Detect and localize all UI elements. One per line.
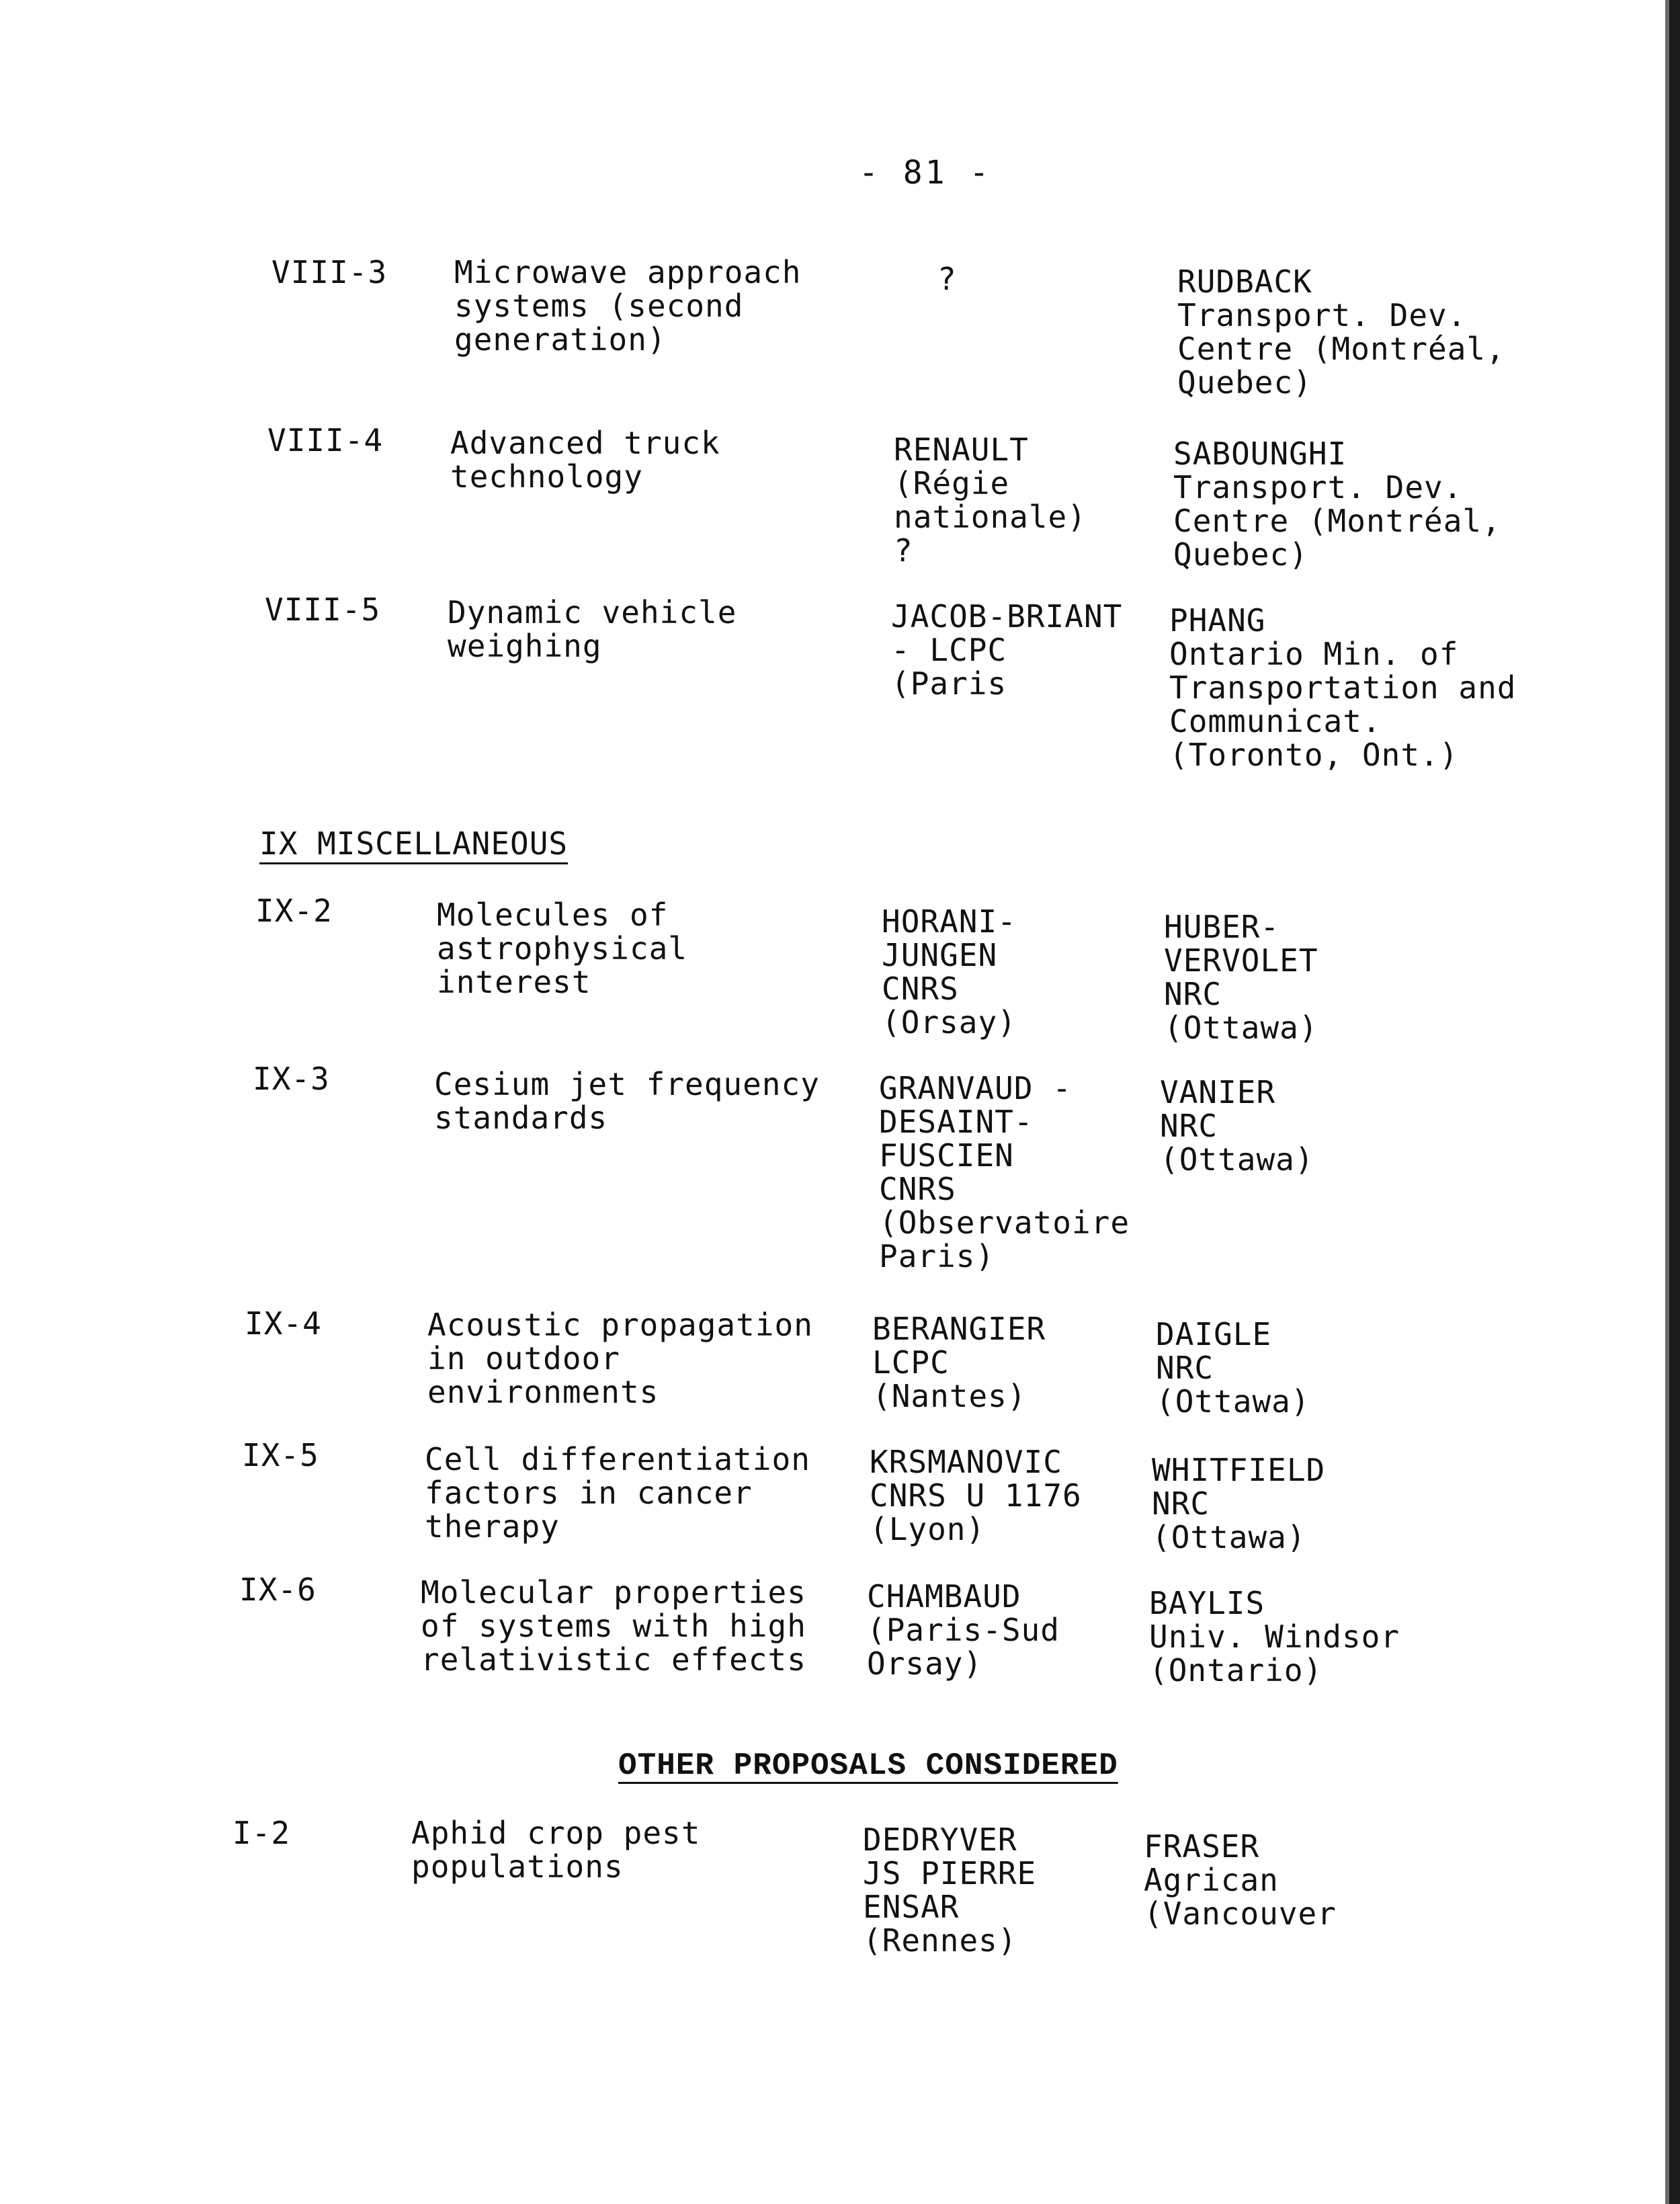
section-heading-other: OTHER PROPOSALS CONSIDERED (618, 1748, 1118, 1783)
row-french-partner: CHAMBAUD (Paris-Sud Orsay) (867, 1578, 1060, 1682)
row-french-partner: KRSMANOVIC CNRS U 1176 (Lyon) (870, 1444, 1082, 1547)
row-french-partner: JACOB-BRIANT - LCPC (Paris (891, 598, 1123, 702)
row-canadian-partner: WHITFIELD NRC (Ottawa) (1152, 1452, 1326, 1555)
row-canadian-partner: FRASER Agrican (Vancouver (1144, 1828, 1337, 1932)
row-title: Molecular properties of systems with high relativistic effects (421, 1574, 806, 1678)
row-canadian-partner: DAIGLE NRC (Ottawa) (1156, 1316, 1310, 1420)
row-code: IX-4 (245, 1305, 322, 1342)
row-canadian-partner: BAYLIS Univ. Windsor (Ontario) (1149, 1585, 1400, 1688)
row-code: IX-2 (255, 893, 333, 929)
row-title: Aphid crop pest populations (411, 1815, 701, 1885)
row-french-partner: HORANI- JUNGEN CNRS (Orsay) (882, 903, 1017, 1040)
section-heading-ix: IX MISCELLANEOUS (259, 825, 569, 862)
row-title: Dynamic vehicle weighing (448, 594, 737, 664)
row-canadian-partner: PHANG Ontario Min. of Transportation and Communicat. (Toronto, Ont.) (1169, 602, 1517, 773)
row-canadian-partner: VANIER NRC (Ottawa) (1160, 1074, 1314, 1178)
row-canadian-partner: HUBER- VERVOLET NRC (Ottawa) (1164, 909, 1318, 1046)
row-title: Cesium jet frequency standards (434, 1066, 820, 1136)
row-code: VIII-4 (267, 422, 384, 458)
row-title: Acoustic propagation in outdoor environments (427, 1307, 813, 1410)
page-number: - 81 - (859, 154, 992, 192)
row-title: Cell differentiation factors in cancer therapy (425, 1441, 810, 1545)
row-french-partner: ? (937, 261, 957, 297)
row-code: IX-3 (253, 1061, 330, 1097)
row-code: VIII-5 (265, 591, 381, 628)
row-title: Microwave approach systems (second generation) (454, 254, 802, 358)
page-edge-border (1669, 0, 1680, 2204)
row-title: Molecules of astrophysical interest (437, 897, 688, 1000)
row-french-partner: BERANGIER LCPC (Nantes) (872, 1311, 1046, 1414)
row-french-partner: GRANVAUD - DESAINT- FUSCIEN CNRS (Observatoire Paris) (879, 1070, 1130, 1274)
row-code: IX-5 (242, 1437, 319, 1473)
row-code: VIII-3 (271, 254, 388, 290)
row-french-partner: DEDRYVER JS PIERRE ENSAR (Rennes) (863, 1822, 1037, 1959)
row-code: IX-6 (239, 1572, 317, 1608)
row-canadian-partner: RUDBACK Transport. Dev. Centre (Montréal, Quebec) (1177, 263, 1505, 401)
row-title: Advanced truck technology (450, 425, 720, 495)
row-canadian-partner: SABOUNGHI Transport. Dev. Centre (Montréal, Quebec) (1173, 436, 1501, 573)
row-code: I-2 (233, 1815, 291, 1851)
row-french-partner: RENAULT (Régie nationale) ? (894, 432, 1087, 569)
